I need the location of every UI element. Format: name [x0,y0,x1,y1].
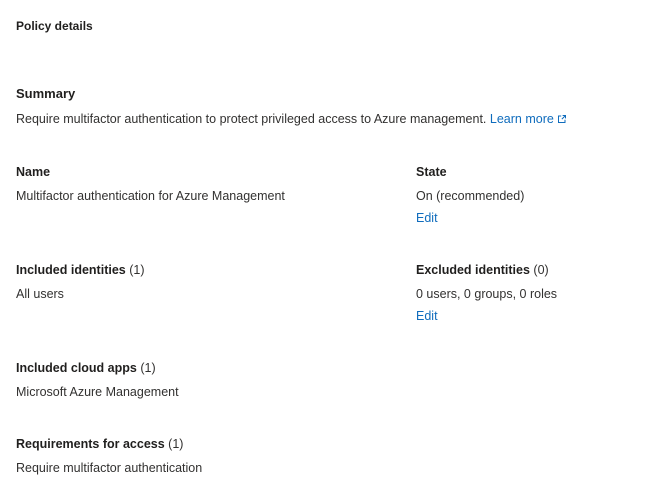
learn-more-link[interactable] [490,112,567,126]
field-excluded-identities-count: (0) [533,263,549,277]
field-included-cloud-apps-count: (1) [140,361,156,375]
field-included-identities [16,262,416,324]
field-included-cloud-apps [16,360,416,400]
learn-more-label: Learn more [489,112,554,126]
field-included-cloud-apps-label-text: Included cloud apps [16,361,137,375]
edit-excluded-identities-link[interactable]: Edit [416,309,438,323]
page-title: Policy details [16,19,93,33]
field-state-label: State [416,165,447,179]
field-name-label: Name [16,165,51,179]
edit-state-link[interactable]: Edit [416,211,438,225]
field-requirements-for-access-count: (1) [168,437,184,451]
field-state [416,164,632,226]
field-requirements-for-access-label [16,436,416,453]
field-included-identities-count: (1) [129,263,145,277]
summary-description: Require multifactor authentication to protect privileged access to Azure management. [16,112,487,126]
field-included-identities-label [16,262,416,279]
summary-text-row [16,111,632,128]
field-included-identities-value: All users [16,287,64,301]
field-included-cloud-apps-value: Microsoft Azure Management [16,385,179,399]
field-requirements-for-access [16,436,416,476]
field-requirements-for-access-label-text: Requirements for access [16,437,165,451]
field-excluded-identities-label-text: Excluded identities [416,263,530,277]
field-included-cloud-apps-label [16,360,416,377]
external-link-icon [557,112,567,128]
policy-fields-grid [16,164,632,500]
field-spacer-right-2 [416,436,632,476]
field-excluded-identities-value: 0 users, 0 groups, 0 roles [416,287,558,301]
field-requirements-for-access-value: Require multifactor authentication [16,461,203,475]
field-name-value: Multifactor authentication for Azure Management [16,189,285,203]
field-excluded-identities-label [416,262,632,279]
field-included-identities-label-text: Included identities [16,263,126,277]
field-excluded-identities [416,262,632,324]
summary-heading: Summary [16,86,76,101]
summary-section [16,85,632,128]
field-name [16,164,416,226]
field-state-value: On (recommended) [416,189,525,203]
field-spacer-right-1 [416,360,632,400]
